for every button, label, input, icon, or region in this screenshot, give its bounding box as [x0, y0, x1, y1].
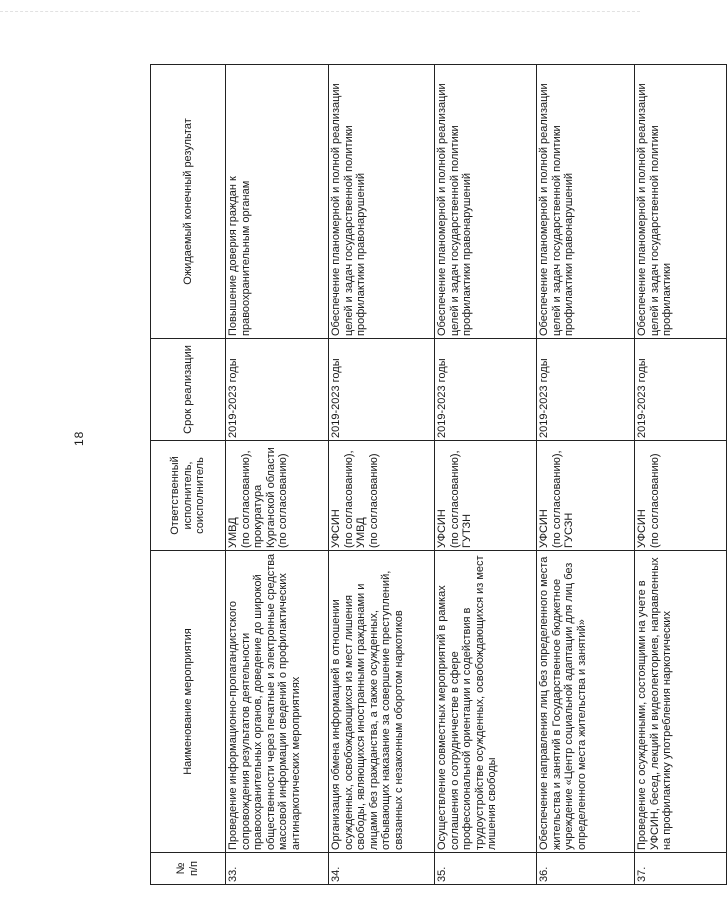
row-name: Осуществление совместных мероприятий в рамках соглашения о сотрудничестве в сфере профессиональной ориентации и содействия в трудоустройстве осужденных, освобождающихся из мест лишения свободы: [435, 551, 537, 853]
table-row: [435, 65, 537, 885]
row-num: 33.: [226, 853, 329, 885]
measures-table: [150, 64, 727, 885]
table-row: [635, 65, 727, 885]
header-term: Срок реализации: [151, 339, 226, 441]
header-executor: Ответственный исполнитель, соисполнитель: [151, 441, 226, 551]
row-result: Обеспечение планомерной и полной реализации целей и задач государственной политики профилактики правонарушений: [435, 65, 537, 339]
scan-edge-artifact: [0, 0, 640, 12]
row-result: Обеспечение планомерной и полной реализации целей и задач государственной политики профилактики правонарушений: [329, 65, 435, 339]
row-term: 2019-2023 годы: [537, 339, 635, 441]
row-executor: УФСИН (по согласованию), ГУТЗН: [435, 441, 537, 551]
row-name: Проведение с осужденными, состоящими на учете в УФСИН, бесед, лекций и видеолекториев, направленных на профилактику употребления наркотических: [635, 551, 727, 853]
table-header-row: [151, 65, 226, 885]
row-num: 36.: [537, 853, 635, 885]
document-table-rotated: [150, 65, 727, 885]
row-result: Обеспечение планомерной и полной реализации целей и задач государственной политики профилактики: [635, 65, 727, 339]
row-result: Обеспечение планомерной и полной реализации целей и задач государственной политики профилактики правонарушений: [537, 65, 635, 339]
header-num: № п/п: [151, 853, 226, 885]
row-executor: УФСИН (по согласованию), ГУСЗН: [537, 441, 635, 551]
page-number: 18: [72, 430, 86, 446]
row-name: Обеспечение направления лиц без определенного места жительства и занятий в Государственное бюджетное учреждение «Центр социальной адаптации для лиц без определенного места жительства и занятий»: [537, 551, 635, 853]
row-term: 2019-2023 годы: [226, 339, 329, 441]
table-row: [537, 65, 635, 885]
row-term: 2019-2023 годы: [635, 339, 727, 441]
table-row: [226, 65, 329, 885]
row-result: Повышение доверия граждан к правоохранительным органам: [226, 65, 329, 339]
row-name: Проведение информационно-пропагандистского сопровождения результатов деятельности правоохранительных органов, доведение до широкой общественности через печатные и электронные средства массовой информации сведений о профилактических антинаркотических мероприятиях: [226, 551, 329, 853]
header-name: Наименование мероприятия: [151, 551, 226, 853]
table-row: [329, 65, 435, 885]
header-result: Ожидаемый конечный результат: [151, 65, 226, 339]
row-num: 34.: [329, 853, 435, 885]
row-term: 2019-2023 годы: [435, 339, 537, 441]
row-executor: УФСИН (по согласованию): [635, 441, 727, 551]
row-num: 37.: [635, 853, 727, 885]
row-executor: УМВД (по согласованию), прокуратура Курганской области (по согласованию): [226, 441, 329, 551]
row-name: Организация обмена информацией в отношении осужденных, освобождающихся из мест лишения свободы, являющихся иностранными гражданами и лицами без гражданства, а также осужденных, отбывающих наказание за совершение преступлений, связанных с незаконным оборотом наркотиков: [329, 551, 435, 853]
row-num: 35.: [435, 853, 537, 885]
row-term: 2019-2023 годы: [329, 339, 435, 441]
row-executor: УФСИН (по согласованию), УМВД (по согласованию): [329, 441, 435, 551]
